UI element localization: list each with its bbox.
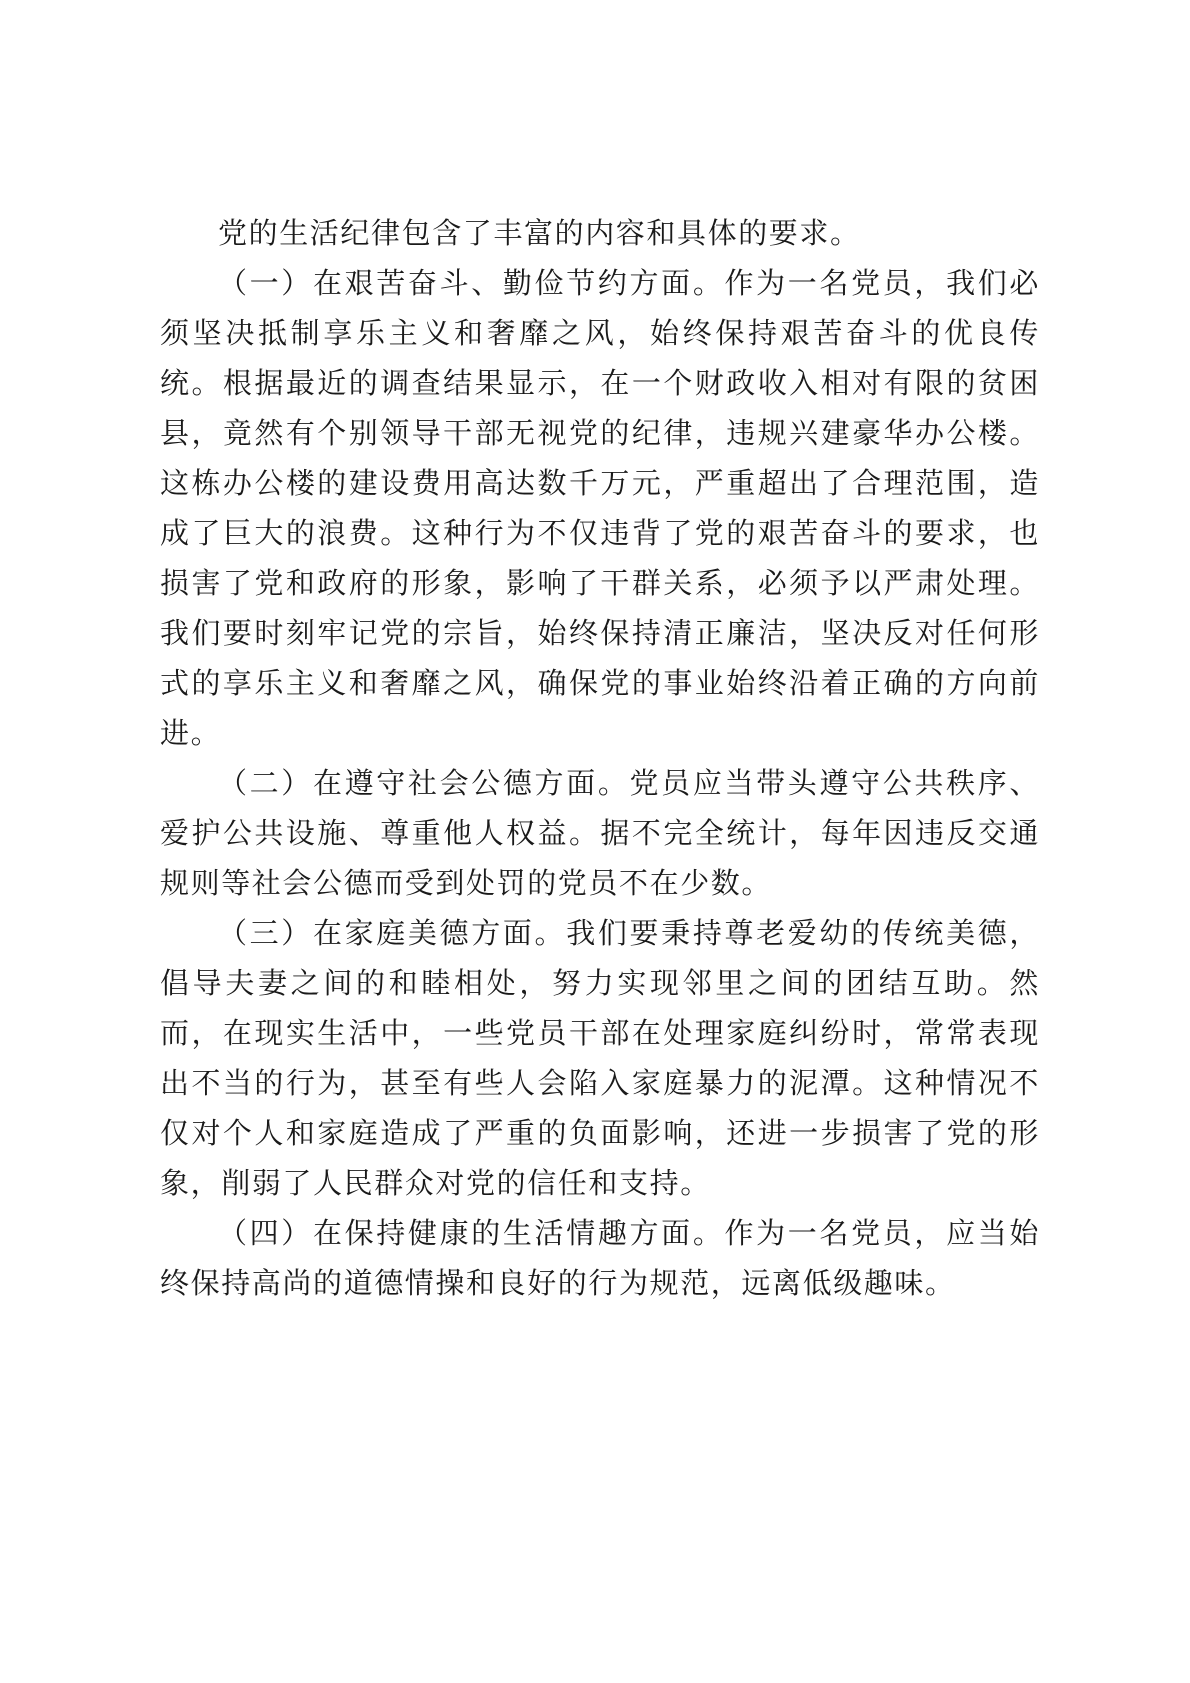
paragraph-section-1: （一）在艰苦奋斗、勤俭节约方面。作为一名党员，我们必须坚决抵制享乐主义和奢靡之风，始终保持艰苦奋斗的优良传统。根据最近的调查结果显示，在一个财政收入相对有限的贫困县，竟然有个别领导干部无视党的纪律，违规兴建豪华办公楼。这栋办公楼的建设费用高达数千万元，严重超出了合理范围，造成了巨大的浪费。这种行为不仅违背了党的艰苦奋斗的要求，也损害了党和政府的形象，影响了干群关系，必须予以严肃处理。我们要时刻牢记党的宗旨，始终保持清正廉洁，坚决反对任何形式的享乐主义和奢靡之风，确保党的事业始终沿着正确的方向前进。 — [160, 266, 1040, 750]
document-body — [160, 208, 1040, 1308]
paragraph-section-2: （二）在遵守社会公德方面。党员应当带头遵守公共秩序、爱护公共设施、尊重他人权益。据不完全统计，每年因违反交通规则等社会公德而受到处罚的党员不在少数。 — [160, 766, 1040, 900]
paragraph-intro: 党的生活纪律包含了丰富的内容和具体的要求。 — [218, 216, 861, 250]
paragraph-section-3: （三）在家庭美德方面。我们要秉持尊老爱幼的传统美德，倡导夫妻之间的和睦相处，努力实现邻里之间的团结互助。然而，在现实生活中，一些党员干部在处理家庭纠纷时，常常表现出不当的行为，甚至有些人会陷入家庭暴力的泥潭。这种情况不仅对个人和家庭造成了严重的负面影响，还进一步损害了党的形象，削弱了人民群众对党的信任和支持。 — [160, 916, 1040, 1200]
paragraph-section-4: （四）在保持健康的生活情趣方面。作为一名党员，应当始终保持高尚的道德情操和良好的行为规范，远离低级趣味。 — [160, 1216, 1040, 1300]
